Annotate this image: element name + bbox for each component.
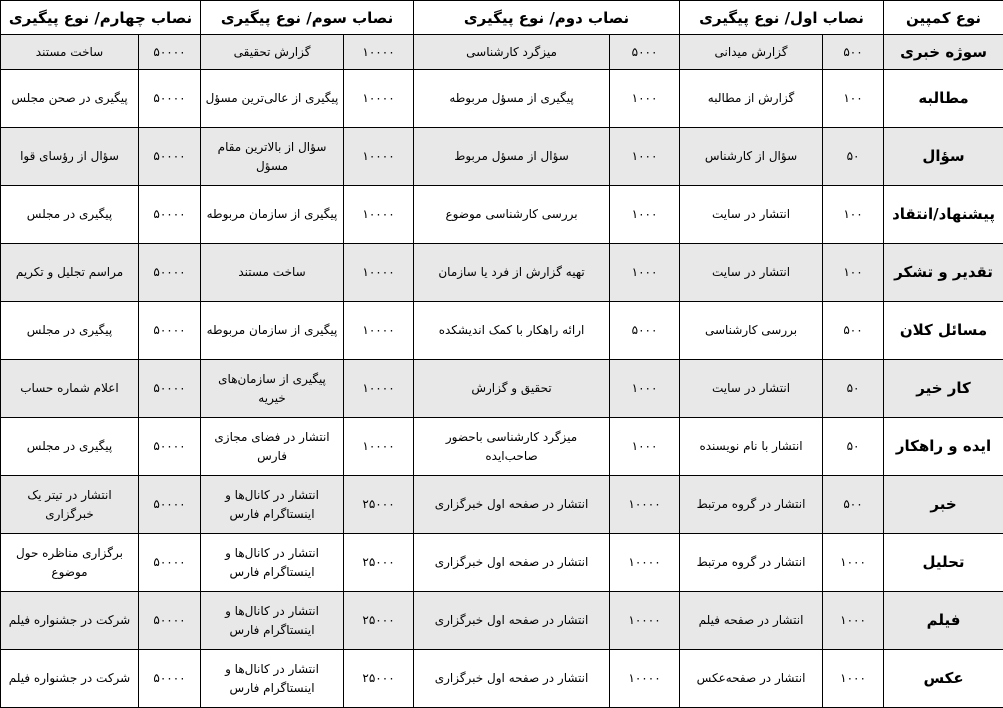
table-row [1, 186, 1003, 244]
table-row [1, 534, 1003, 592]
row-level2-followup: میزگرد کارشناسی باحضور صاحب‌ایده [414, 418, 610, 476]
row-level4-quota: ۵۰۰۰۰ [139, 244, 201, 302]
table-row [1, 302, 1003, 360]
row-level4-quota: ۵۰۰۰۰ [139, 35, 201, 70]
row-level4-quota: ۵۰۰۰۰ [139, 592, 201, 650]
row-level1-quota: ۵۰ [823, 360, 884, 418]
row-level2-quota: ۱۰۰۰ [610, 244, 680, 302]
row-level3-followup: پیگیری از سازمان‌های خیریه [201, 360, 344, 418]
row-level1-quota: ۵۰۰ [823, 302, 884, 360]
row-level1-quota: ۱۰۰۰ [823, 592, 884, 650]
row-level4-followup: سؤال از رؤسای قوا [1, 128, 139, 186]
row-level2-quota: ۱۰۰۰ [610, 418, 680, 476]
row-level3-followup: انتشار در کانال‌ها و اینستاگرام فارس [201, 592, 344, 650]
row-campaign-type: سؤال [884, 128, 1003, 186]
row-level1-quota: ۵۰۰ [823, 476, 884, 534]
row-level4-quota: ۵۰۰۰۰ [139, 476, 201, 534]
row-level2-quota: ۱۰۰۰ [610, 128, 680, 186]
row-campaign-type: سوژه خبری [884, 35, 1003, 70]
row-level3-followup: پیگیری از عالی‌ترین مسؤل [201, 70, 344, 128]
row-level2-followup: انتشار در صفحه اول خبرگزاری [414, 650, 610, 708]
row-campaign-type: خبر [884, 476, 1003, 534]
row-level2-followup: انتشار در صفحه اول خبرگزاری [414, 534, 610, 592]
row-level1-quota: ۵۰۰ [823, 35, 884, 70]
row-level4-quota: ۵۰۰۰۰ [139, 186, 201, 244]
row-level4-followup: انتشار در تیتر یک خبرگزاری [1, 476, 139, 534]
row-level1-quota: ۱۰۰ [823, 186, 884, 244]
row-level3-quota: ۲۵۰۰۰ [344, 650, 414, 708]
row-level4-quota: ۵۰۰۰۰ [139, 650, 201, 708]
row-level4-followup: مراسم تجلیل و تکریم [1, 244, 139, 302]
row-level1-followup: انتشار در سایت [680, 186, 823, 244]
row-level2-quota: ۵۰۰۰ [610, 35, 680, 70]
row-level3-followup: انتشار در فضای مجازی فارس [201, 418, 344, 476]
row-level3-followup: انتشار در کانال‌ها و اینستاگرام فارس [201, 534, 344, 592]
row-campaign-type: مطالبه [884, 70, 1003, 128]
row-level3-quota: ۱۰۰۰۰ [344, 360, 414, 418]
table-row [1, 476, 1003, 534]
row-level3-followup: انتشار در کانال‌ها و اینستاگرام فارس [201, 476, 344, 534]
row-level2-quota: ۵۰۰۰ [610, 302, 680, 360]
header-campaign-type: نوع کمپین [884, 1, 1003, 35]
row-level3-followup: گزارش تحقیقی [201, 35, 344, 70]
row-campaign-type: مسائل کلان [884, 302, 1003, 360]
row-level3-followup: ساخت مستند [201, 244, 344, 302]
row-level1-followup: گزارش از مطالبه [680, 70, 823, 128]
row-level4-followup: شرکت در جشنواره فیلم [1, 592, 139, 650]
row-level2-followup: انتشار در صفحه اول خبرگزاری [414, 592, 610, 650]
table-row [1, 244, 1003, 302]
row-level2-quota: ۱۰۰۰۰ [610, 476, 680, 534]
row-campaign-type: کار خیر [884, 360, 1003, 418]
row-level3-quota: ۱۰۰۰۰ [344, 418, 414, 476]
header-row [1, 1, 1003, 35]
row-level2-quota: ۱۰۰۰۰ [610, 534, 680, 592]
table-row [1, 128, 1003, 186]
row-level1-followup: انتشار در سایت [680, 360, 823, 418]
row-level2-quota: ۱۰۰۰۰ [610, 650, 680, 708]
row-level2-followup: سؤال از مسؤل مربوط [414, 128, 610, 186]
row-level1-followup: سؤال از کارشناس [680, 128, 823, 186]
row-level4-followup: پیگیری در مجلس [1, 302, 139, 360]
row-campaign-type: تقدیر و تشکر [884, 244, 1003, 302]
row-campaign-type: فیلم [884, 592, 1003, 650]
row-level2-followup: تهیه گزارش از فرد یا سازمان [414, 244, 610, 302]
row-level4-quota: ۵۰۰۰۰ [139, 418, 201, 476]
row-level2-quota: ۱۰۰۰ [610, 360, 680, 418]
header-level4: نصاب چهارم/ نوع پیگیری [1, 1, 201, 35]
row-campaign-type: عکس [884, 650, 1003, 708]
table-row [1, 70, 1003, 128]
row-level3-quota: ۱۰۰۰۰ [344, 35, 414, 70]
row-level1-followup: انتشار در صفحه فیلم [680, 592, 823, 650]
row-level4-followup: برگزاری مناظره حول موضوع [1, 534, 139, 592]
row-level4-followup: اعلام شماره حساب [1, 360, 139, 418]
table-row [1, 360, 1003, 418]
row-level4-followup: پیگیری در صحن مجلس [1, 70, 139, 128]
row-level1-quota: ۱۰۰۰ [823, 534, 884, 592]
row-level4-quota: ۵۰۰۰۰ [139, 534, 201, 592]
row-level3-quota: ۱۰۰۰۰ [344, 128, 414, 186]
row-level4-followup: ساخت مستند [1, 35, 139, 70]
header-level1: نصاب اول/ نوع پیگیری [680, 1, 884, 35]
row-level3-quota: ۱۰۰۰۰ [344, 244, 414, 302]
row-campaign-type: تحلیل [884, 534, 1003, 592]
row-level3-followup: پیگیری از سازمان مربوطه [201, 302, 344, 360]
row-level1-followup: انتشار در گروه مرتبط [680, 534, 823, 592]
row-level4-followup: شرکت در جشنواره فیلم [1, 650, 139, 708]
row-level1-followup: انتشار در گروه مرتبط [680, 476, 823, 534]
row-level3-quota: ۱۰۰۰۰ [344, 186, 414, 244]
row-level2-followup: بررسی کارشناسی موضوع [414, 186, 610, 244]
row-level3-followup: پیگیری از سازمان مربوطه [201, 186, 344, 244]
row-level3-followup: انتشار در کانال‌ها و اینستاگرام فارس [201, 650, 344, 708]
row-level3-quota: ۲۵۰۰۰ [344, 476, 414, 534]
table-row [1, 650, 1003, 708]
row-level2-quota: ۱۰۰۰ [610, 70, 680, 128]
row-level4-quota: ۵۰۰۰۰ [139, 302, 201, 360]
row-level2-followup: تحقیق و گزارش [414, 360, 610, 418]
row-level3-quota: ۱۰۰۰۰ [344, 70, 414, 128]
row-level4-quota: ۵۰۰۰۰ [139, 360, 201, 418]
row-campaign-type: ایده و راهکار [884, 418, 1003, 476]
row-level3-quota: ۲۵۰۰۰ [344, 534, 414, 592]
row-level2-followup: پیگیری از مسؤل مربوطه [414, 70, 610, 128]
row-level1-followup: گزارش میدانی [680, 35, 823, 70]
table-row [1, 592, 1003, 650]
row-campaign-type: پیشنهاد/انتقاد [884, 186, 1003, 244]
row-level1-followup: انتشار در سایت [680, 244, 823, 302]
row-level2-followup: میزگرد کارشناسی [414, 35, 610, 70]
row-level1-followup: بررسی کارشناسی [680, 302, 823, 360]
header-level3: نصاب سوم/ نوع پیگیری [201, 1, 414, 35]
row-level2-followup: انتشار در صفحه اول خبرگزاری [414, 476, 610, 534]
table-row [1, 418, 1003, 476]
row-level1-quota: ۱۰۰ [823, 244, 884, 302]
row-level3-followup: سؤال از بالاترین مقام مسؤل [201, 128, 344, 186]
row-level1-quota: ۵۰ [823, 418, 884, 476]
row-level2-quota: ۱۰۰۰۰ [610, 592, 680, 650]
row-level4-followup: پیگیری در مجلس [1, 186, 139, 244]
row-level3-quota: ۱۰۰۰۰ [344, 302, 414, 360]
header-level2: نصاب دوم/ نوع پیگیری [414, 1, 680, 35]
row-level2-quota: ۱۰۰۰ [610, 186, 680, 244]
row-level4-followup: پیگیری در مجلس [1, 418, 139, 476]
row-level2-followup: ارائه راهکار با کمک اندیشکده [414, 302, 610, 360]
row-level1-followup: انتشار در صفحه‌عکس [680, 650, 823, 708]
row-level1-followup: انتشار با نام نویسنده [680, 418, 823, 476]
row-level1-quota: ۱۰۰ [823, 70, 884, 128]
table-row [1, 35, 1003, 70]
row-level1-quota: ۵۰ [823, 128, 884, 186]
row-level4-quota: ۵۰۰۰۰ [139, 70, 201, 128]
row-level4-quota: ۵۰۰۰۰ [139, 128, 201, 186]
row-level3-quota: ۲۵۰۰۰ [344, 592, 414, 650]
row-level1-quota: ۱۰۰۰ [823, 650, 884, 708]
